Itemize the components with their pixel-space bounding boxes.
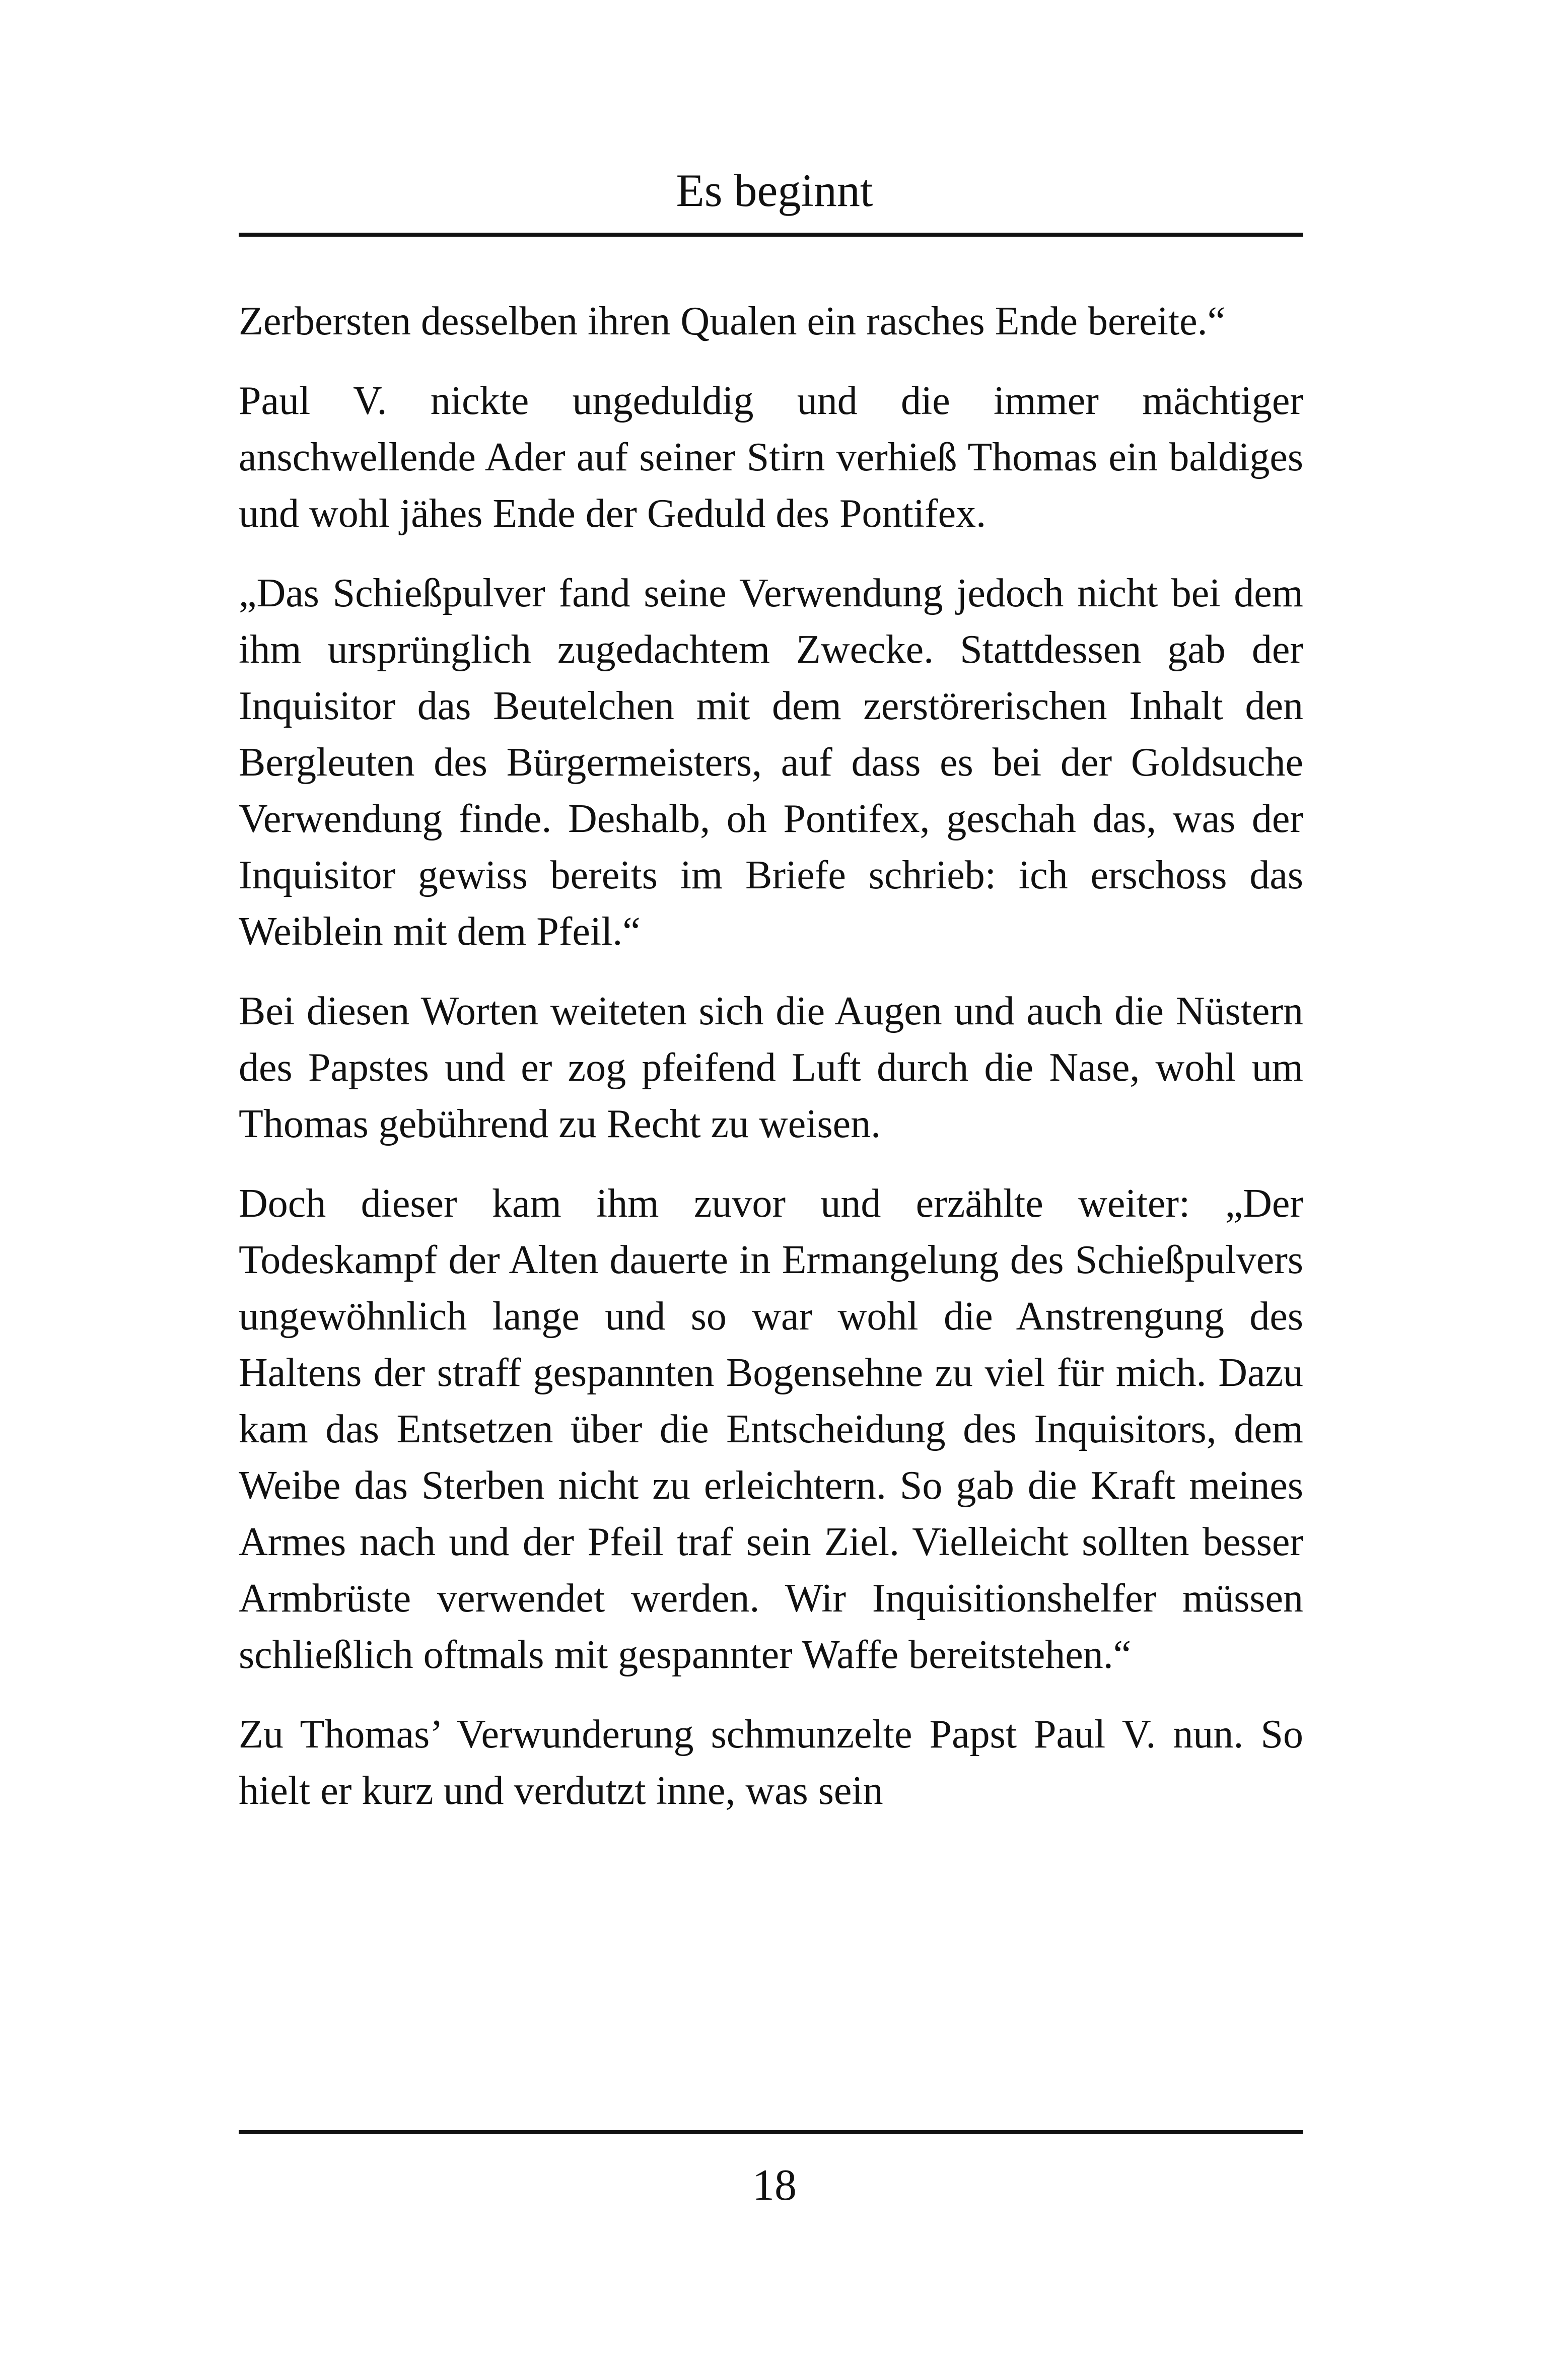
paragraph-6: Zu Thomas’ Verwunderung schmunzelte Papst Paul V. nun. So hielt er kurz und verdutzt inne, was sein (239, 1712, 1303, 1813)
page-number: 18 (752, 2161, 797, 2210)
paragraph-5: Doch dieser kam ihm zuvor und erzählte weiter: „Der Todeskampf der Alten dauerte in Ermangelung des Schießpulvers ungewöhnlich lange und so war wohl die Anstrengung des Haltens der straff gespannten Bogensehne zu viel für mich. Dazu kam das Entsetzen über die Entscheidung des Inquisitors, dem Weibe das Sterben nicht zu erleichtern. So gab die Kraft meines Armes nach und der Pfeil traf sein Ziel. Vielleicht sollten besser Armbrüste verwendet werden. Wir Inquisitionshelfer müssen schließlich oftmals mit gespannter Waffe bereitstehen.“ (239, 1181, 1303, 1677)
footer-rule (239, 2130, 1303, 2134)
paragraph-1: Zerbersten desselben ihren Qualen ein rasches Ende bereite.“ (239, 299, 1226, 343)
paragraph-2: Paul V. nickte ungeduldig und die immer mächtiger anschwellende Ader auf seiner Stirn verhieß Thomas ein baldiges und wohl jähes Ende der Geduld des Pontifex. (239, 379, 1303, 536)
paragraph-3: „Das Schießpulver fand seine Verwendung jedoch nicht bei dem ihm ursprünglich zugedachtem Zwecke. Stattdessen gab der Inquisitor das Beutelchen mit dem zerstörerischen Inhalt den Bergleuten des Bürgermeisters, auf dass es bei der Goldsuche Verwendung finde. Deshalb, oh Pontifex, geschah das, was der Inquisitor gewiss bereits im Briefe schrieb: ich erschoss das Weiblein mit dem Pfeil.“ (239, 571, 1303, 954)
page-body (239, 293, 1303, 1842)
header-rule (239, 233, 1303, 237)
running-head-title: Es beginnt (676, 165, 873, 216)
paragraph-4: Bei diesen Worten weiteten sich die Augen und auch die Nüstern des Papstes und er zog pfeifend Luft durch die Nase, wohl um Thomas gebührend zu Recht zu weisen. (239, 989, 1303, 1146)
